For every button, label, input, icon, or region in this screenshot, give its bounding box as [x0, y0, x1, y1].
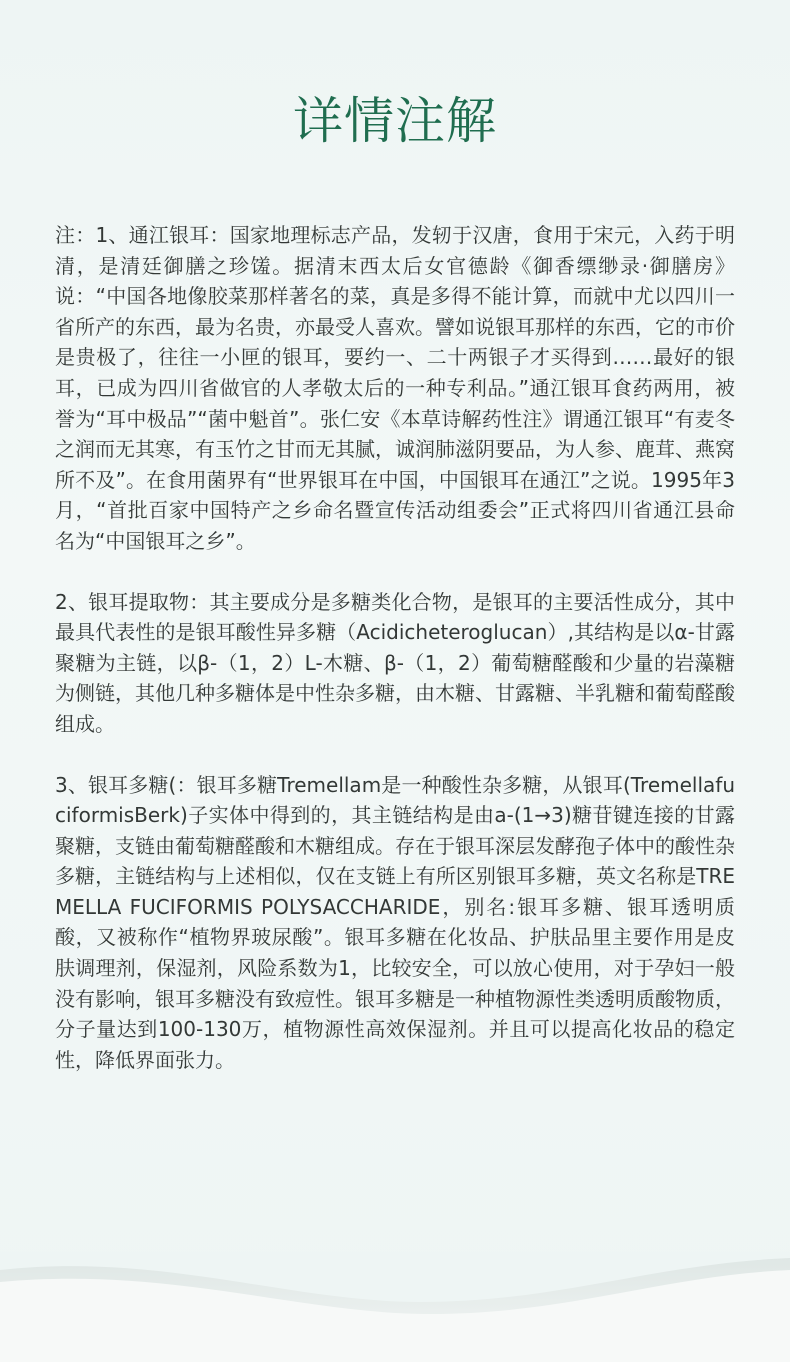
annotation-paragraph-tremella-polysaccharide: 3、银耳多糖(：银耳多糖Tremellam是一种酸性杂多糖，从银耳(TremellafuciformisBerk)子实体中得到的，其主链结构是由a-(1→3)糖苷键连接的甘露聚糖，支链由葡萄糖醛酸和木糖组成。存在于银耳深层发酵孢子体中的酸性杂多糖，主链结构与上述相似，仅在支链上有所区别银耳多糖，英文名称是TREMELLA FUCIFORMIS POLYSACCHARIDE，别名:银耳多糖、银耳透明质酸，又被称作“植物界玻尿酸”。银耳多糖在化妆品、护肤品里主要作用是皮肤调理剂，保湿剂，风险系数为1，比较安全，可以放心使用，对于孕妇一般没有影响，银耳多糖没有致痘性。银耳多糖是一种植物源性类透明质酸物质，分子量达到100-130万，植物源性高效保湿剂。并且可以提高化妆品的稳定性，降低界面张力。 [55, 772, 735, 1072]
annotation-content [55, 220, 735, 1105]
annotation-paragraph-tongjiang-tremella: 注：1、通江银耳：国家地理标志产品，发轫于汉唐，食用于宋元，入药于明清，是清廷御膳之珍馐。据清末西太后女官德龄《御香缥缈录·御膳房》说：“中国各地像胶菜那样著名的菜，真是多得不能计算，而就中尤以四川一省所产的东西，最为名贵，亦最受人喜欢。譬如说银耳那样的东西，它的市价是贵极了，往往一小匣的银耳，要约一、二十两银子才买得到……最好的银耳，已成为四川省做官的人孝敬太后的一种专利品。”通江银耳食药两用，被誉为“耳中极品”“菌中魁首”。张仁安《本草诗解药性注》谓通江银耳“有麦冬之润而无其寒，有玉竹之甘而无其腻，诚润肺滋阴要品，为人参、鹿茸、燕窝所不及”。在食用菌界有“世界银耳在中国，中国银耳在通江”之说。1995年3月，“首批百家中国特产之乡命名暨宣传活动组委会”正式将四川省通江县命名为“中国银耳之乡”。 [55, 223, 735, 553]
page-title: 详情注解 [293, 92, 497, 150]
bottom-wave-decoration [0, 1252, 790, 1362]
annotation-paragraph-tremella-extract: 2、银耳提取物：其主要成分是多糖类化合物，是银耳的主要活性成分，其中最具代表性的是银耳酸性异多糖（Acidicheteroglucan）,其结构是以α-甘露聚糖为主链，以β-（1，2）L-木糖、β-（1，2）葡萄糖醛酸和少量的岩藻糖为侧链，其他几种多糖体是中性杂多糖，由木糖、甘露糖、半乳糖和葡萄醛酸组成。 [55, 589, 735, 736]
